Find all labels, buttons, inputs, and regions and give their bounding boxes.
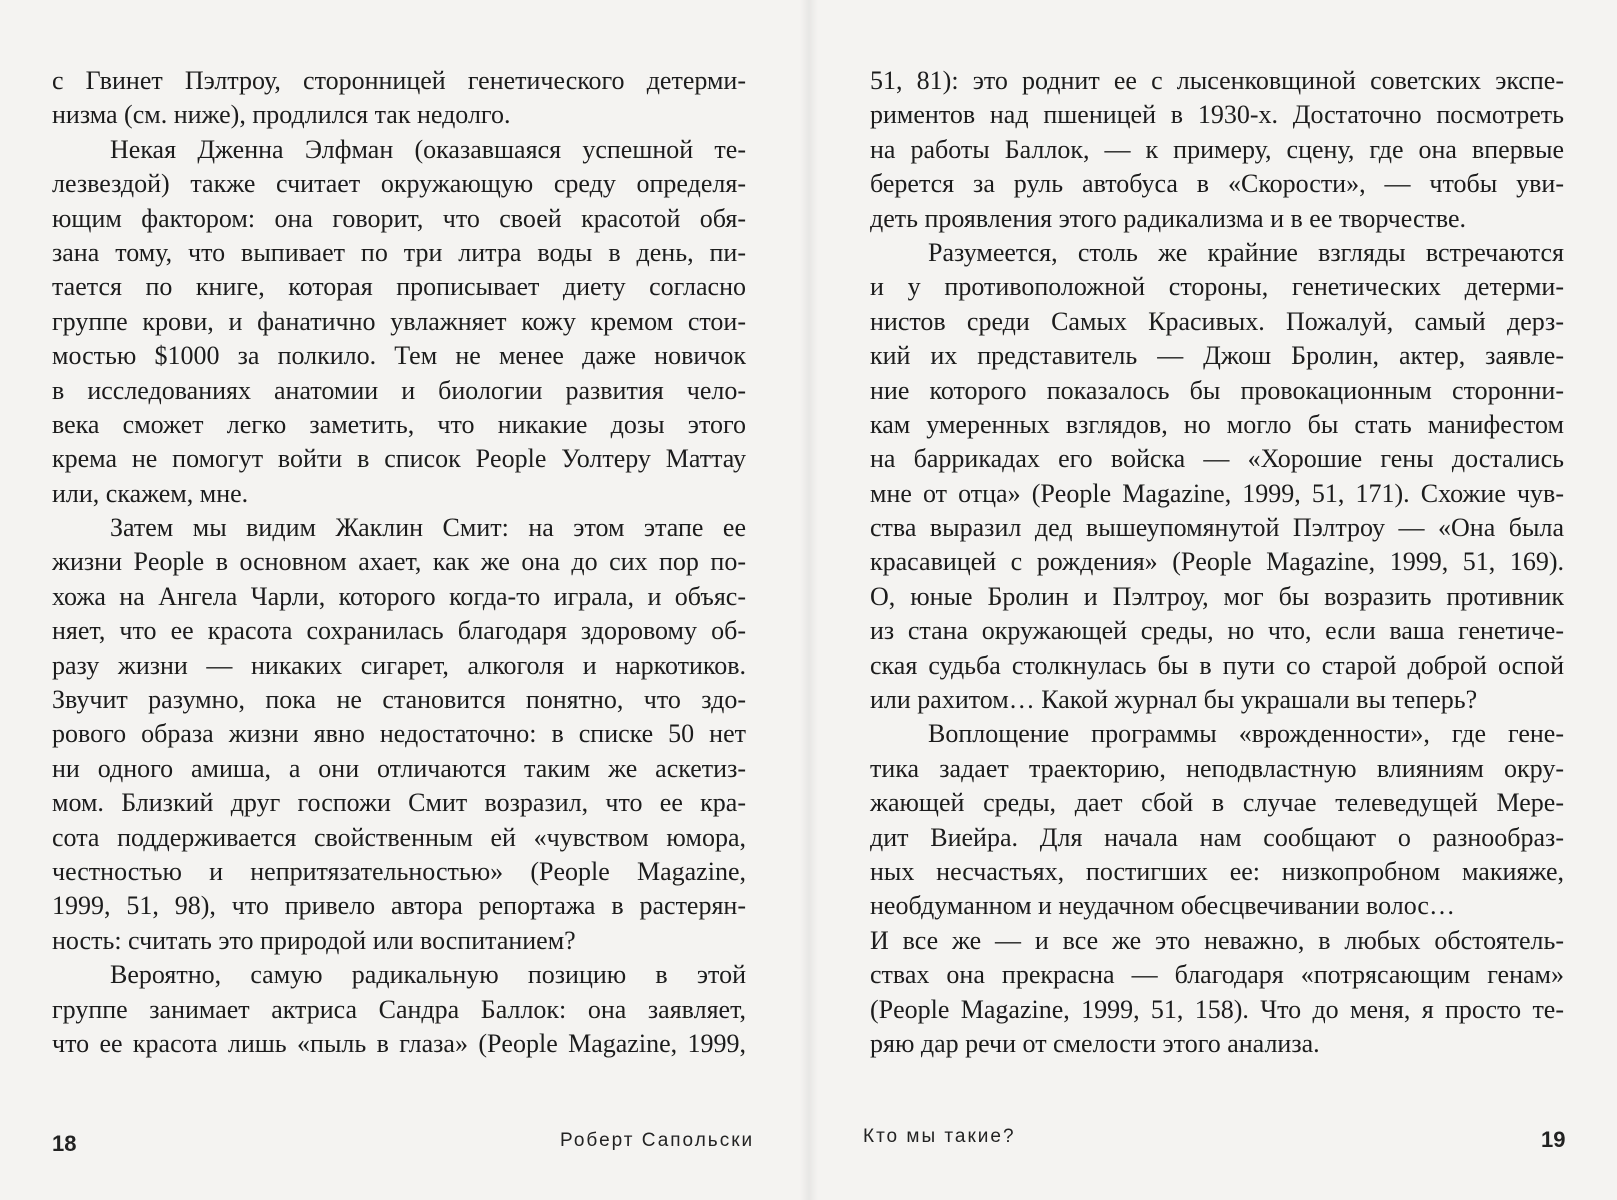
text-line: ствах она прекрасна — благодаря «потрясающим генам»	[870, 960, 1564, 990]
running-head-title: Кто мы такие?	[863, 1126, 1016, 1147]
text-line: ряю дар речи от смелости этого анализа.	[870, 1028, 1320, 1058]
text-line: дит Виейра. Для начала нам сообщают о разнообраз-	[870, 822, 1564, 852]
text-line: сота поддерживается свойственным ей «чувством юмора,	[52, 822, 746, 852]
text-line: хожа на Ангела Чарли, которого когда-то играла, и объяс-	[52, 581, 746, 611]
text-line: Вероятно, самую радикальную позицию в этой	[110, 960, 746, 990]
text-line: Некая Дженна Элфман (оказавшаяся успешной те-	[110, 134, 746, 164]
text-line: ность: считать это природой или воспитанием?	[52, 925, 576, 955]
text-line: ных несчастьях, постигших ее: низкопробном макияже,	[870, 856, 1564, 886]
text-line: мне от отца» (People Magazine, 1999, 51, 171). Схожие чув-	[870, 478, 1564, 508]
text-line: ская судьба столкнулась бы в пути со старой доброй оспой	[870, 650, 1564, 680]
text-line: риментов над пшеницей в 1930-х. Достаточно посмотреть	[870, 100, 1564, 130]
text-line: честностью и непритязательностью» (People Magazine,	[52, 856, 746, 886]
text-line: мом. Близкий друг госпожи Смит возразил, что ее кра-	[52, 788, 746, 818]
text-line: Звучит разумно, пока не становится понятно, что здо-	[52, 685, 746, 715]
text-line: разу жизни — никаких сигарет, алкоголя и наркотиков.	[52, 650, 746, 680]
text-line: 1999, 51, 98), что привело автора репортажа в растерян-	[52, 891, 746, 921]
text-line: века сможет легко заметить, что никакие дозы этого	[52, 409, 746, 439]
text-line: ни одного амиша, а они отличаются таким же аскетиз-	[52, 753, 746, 783]
text-line: О, юные Бролин и Пэлтроу, мог бы возразить противник	[870, 581, 1564, 611]
text-line: мостью $1000 за полкило. Тем не менее даже новичок	[52, 341, 746, 371]
text-line: Воплощение программы «врожденности», где гене-	[928, 719, 1564, 749]
text-line: или, скажем, мне.	[52, 478, 249, 508]
text-line: в исследованиях анатомии и биологии развития чело-	[52, 375, 746, 405]
text-line: с Гвинет Пэлтроу, сторонницей генетического детерми-	[52, 66, 746, 95]
text-line: и у противоположной стороны, генетических детерми-	[870, 272, 1564, 302]
page-number: 18	[52, 1131, 77, 1156]
text-line: зана тому, что выпивает по три литра воды в день, пи-	[52, 237, 746, 267]
text-line: рового образа жизни явно недостаточно: в списке 50 нет	[52, 719, 746, 749]
left-page	[0, 0, 808, 1200]
text-line: ние которого показалось бы провокационным сторонни-	[870, 375, 1564, 405]
text-line: крема не помогут войти в список People Уолтеру Маттау	[52, 444, 746, 474]
text-line: из стана окружающей среды, но что, если ваша генетиче-	[870, 616, 1564, 646]
text-line: кий их представитель — Джош Бролин, актер, заявле-	[870, 341, 1564, 371]
page-number: 19	[1541, 1127, 1566, 1152]
text-line: Затем мы видим Жаклин Смит: на этом этапе ее	[110, 513, 746, 543]
text-line: низма (см. ниже), продлился так недолго.	[52, 100, 511, 130]
text-line: группе крови, и фанатично увлажняет кожу кремом стои-	[52, 306, 746, 336]
text-line: нистов среди Самых Красивых. Пожалуй, самый дерз-	[870, 306, 1564, 336]
text-line: (People Magazine, 1999, 51, 158). Что до меня, я просто те-	[870, 994, 1564, 1024]
text-line: на работы Баллок, — к примеру, сцену, где она впервые	[870, 134, 1564, 164]
text-line: что ее красота лишь «пыль в глаза» (People Magazine, 1999,	[52, 1028, 746, 1058]
text-line: Разумеется, столь же крайние взгляды встречаются	[928, 237, 1564, 267]
right-page	[808, 0, 1617, 1200]
text-line: няет, что ее красота сохранилась благодаря здоровому об-	[52, 616, 746, 646]
text-line: ющим фактором: она говорит, что своей красотой обя-	[52, 203, 746, 233]
text-line: красавицей с рождения» (People Magazine, 1999, 51, 169).	[870, 547, 1564, 577]
text-line: на баррикадах его войска — «Хорошие гены достались	[870, 444, 1564, 474]
text-line: И все же — и все же это неважно, в любых обстоятель-	[870, 925, 1564, 955]
text-line: необдуманном и неудачном обесцвечивании волос…	[870, 891, 1455, 921]
text-line: тика задает траекторию, неподвластную влияниям окру-	[870, 753, 1564, 783]
right-page-text	[870, 64, 1564, 1061]
left-page-text	[52, 64, 746, 1061]
text-line: кам умеренных взглядов, но могло бы стать манифестом	[870, 409, 1564, 439]
text-line: жающей среды, дает сбой в случае телеведущей Мере-	[870, 788, 1564, 818]
text-line: 51, 81): это роднит ее с лысенковщиной советских экспе-	[870, 66, 1564, 95]
running-head-author: Роберт Сапольски	[560, 1130, 755, 1151]
text-line: тается по книге, которая прописывает диету согласно	[52, 272, 746, 302]
text-line: деть проявления этого радикализма и в ее творчестве.	[870, 203, 1467, 233]
text-line: или рахитом… Какой журнал бы украшали вы теперь?	[870, 685, 1478, 715]
text-line: берется за руль автобуса в «Скорости», — чтобы уви-	[870, 169, 1564, 199]
text-line: лезвездой) также считает окружающую среду определя-	[52, 169, 746, 199]
text-line: жизни People в основном ахает, как же она до сих пор по-	[52, 547, 746, 577]
text-line: ства выразил дед вышеупомянутой Пэлтроу — «Она была	[870, 513, 1564, 543]
text-line: группе занимает актриса Сандра Баллок: она заявляет,	[52, 994, 746, 1024]
